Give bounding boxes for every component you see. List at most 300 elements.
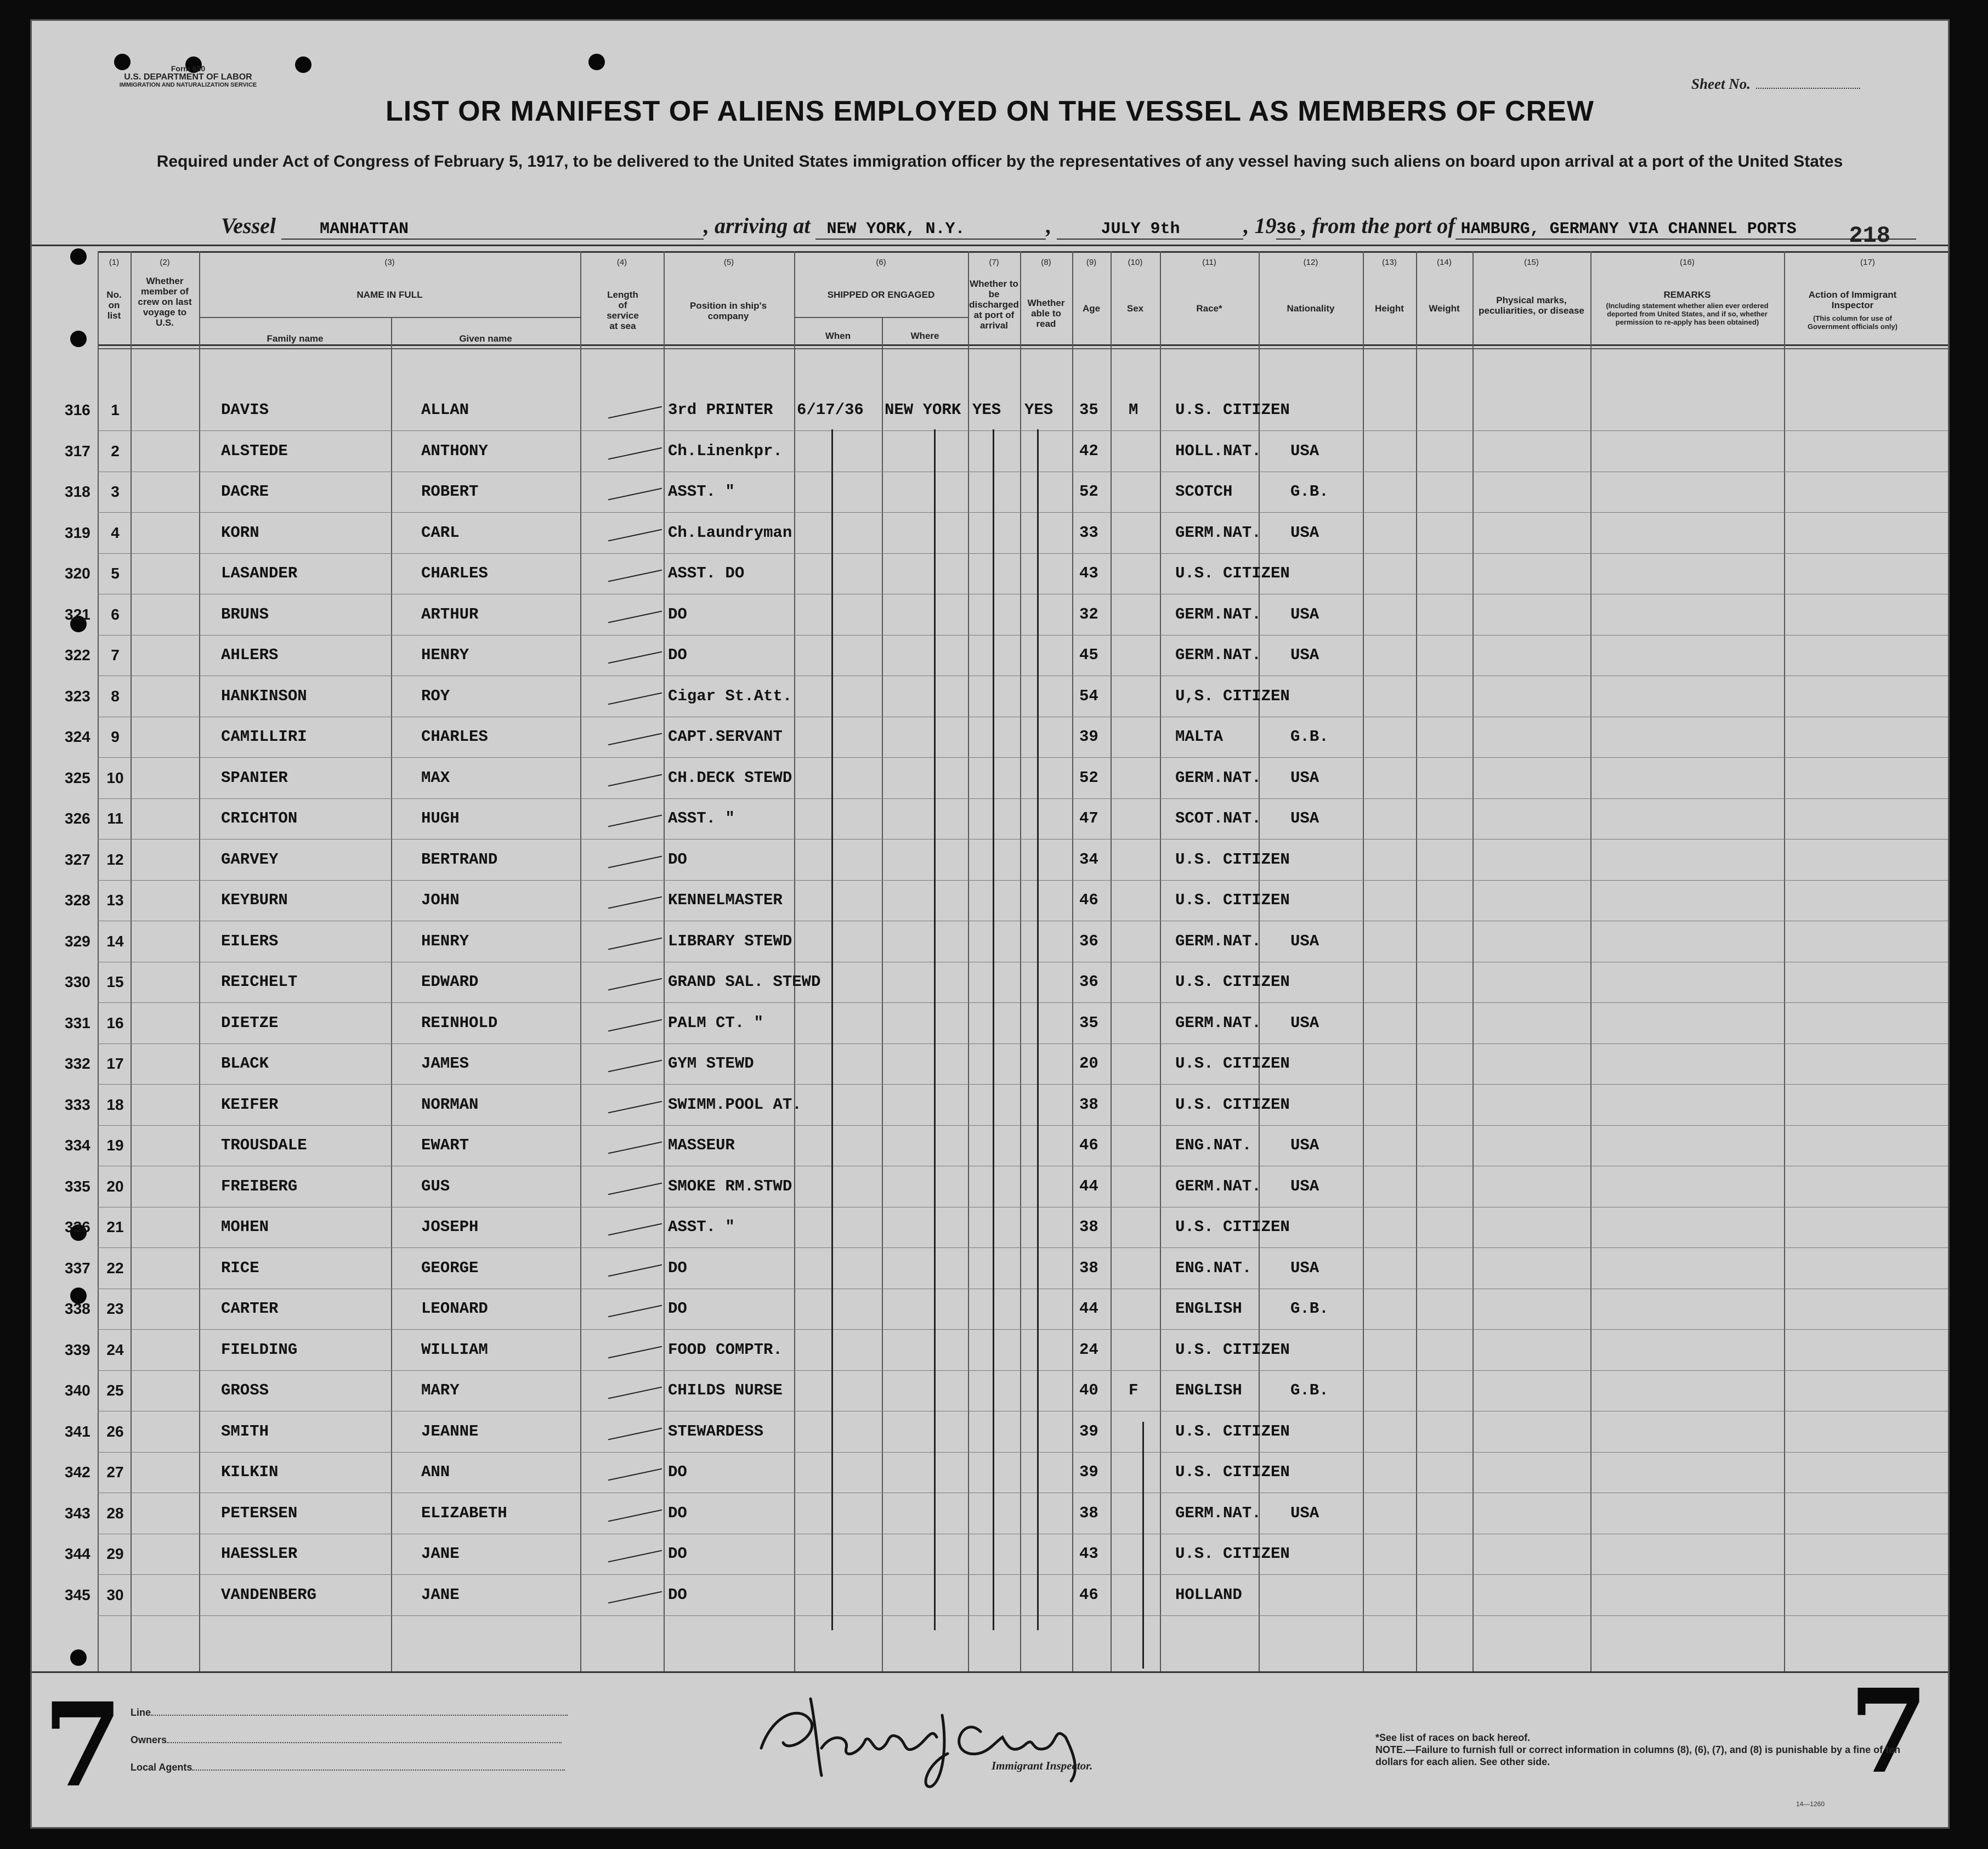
age: 44	[1079, 1177, 1098, 1195]
family-name: KEYBURN	[221, 891, 288, 909]
sheet-number-label: Sheet No.	[1691, 76, 1751, 92]
footnote-races: *See list of races on back hereof.	[1375, 1732, 1531, 1743]
form-number: Form 630	[171, 64, 206, 73]
length-of-service-mark	[608, 1182, 662, 1195]
position: DO	[668, 1545, 687, 1563]
punch-hole	[70, 331, 87, 347]
inspector-label: Immigrant Inspector.	[992, 1759, 1093, 1772]
list-number: 15	[106, 973, 124, 990]
page-number: 218	[1849, 223, 1890, 249]
position: FOOD COMPTR.	[668, 1340, 783, 1359]
position: CH.DECK STEWD	[668, 768, 792, 787]
age: 38	[1079, 1504, 1098, 1522]
table-row-rule	[98, 1574, 1950, 1575]
age: 24	[1079, 1340, 1098, 1359]
table-row-rule	[98, 798, 1950, 799]
col-7-number: (7)	[989, 258, 999, 267]
nationality: USA	[1290, 1258, 1319, 1277]
given-name: HUGH	[421, 809, 460, 827]
position: Ch.Laundryman	[668, 523, 792, 542]
subcolumn-rule	[391, 317, 392, 1671]
list-ref-number: 345	[65, 1586, 90, 1603]
shipped-where: NEW YORK	[885, 401, 961, 419]
race: SCOTCH	[1175, 483, 1233, 501]
length-of-service-mark	[608, 937, 662, 950]
race: U.S. CITIZEN	[1175, 850, 1290, 869]
nationality: USA	[1290, 768, 1319, 787]
table-row-rule	[98, 1615, 1950, 1616]
punch-hole	[70, 1649, 87, 1666]
col-17-number: (17)	[1860, 258, 1875, 267]
given-name: ELIZABETH	[421, 1504, 507, 1522]
race: GERM.NAT.	[1175, 605, 1261, 623]
from-port-label: , from the port of	[1301, 213, 1455, 238]
length-of-service-mark	[608, 1509, 662, 1522]
arrival-port: NEW YORK, N.Y.	[815, 220, 1046, 240]
table-row-rule	[98, 1329, 1950, 1330]
header-rule	[98, 251, 1948, 253]
given-name: HENRY	[421, 646, 469, 664]
given-name: EDWARD	[421, 973, 479, 991]
nationality: USA	[1290, 809, 1319, 827]
col-7-label: Whether to be discharged at port of arrival	[969, 279, 1019, 331]
list-ref-number: 327	[65, 850, 90, 868]
table-row-rule	[98, 635, 1950, 636]
age: 39	[1079, 728, 1098, 746]
ditto-line	[934, 429, 936, 1630]
list-number: 4	[111, 524, 120, 541]
list-ref-number: 321	[65, 605, 90, 623]
family-name: SPANIER	[221, 768, 288, 787]
position: Cigar St.Att.	[668, 687, 792, 705]
col-16-number: (16)	[1680, 258, 1695, 267]
age: 36	[1079, 932, 1098, 950]
given-name: JANE	[421, 1545, 460, 1563]
family-name: MOHEN	[221, 1218, 269, 1236]
table-row-rule	[98, 512, 1950, 513]
list-number: 18	[106, 1096, 124, 1113]
family-name: ALSTEDE	[221, 441, 288, 460]
col-6-number: (6)	[876, 258, 886, 267]
position: DO	[668, 1258, 687, 1277]
position: DO	[668, 850, 687, 869]
race: U.S. CITIZEN	[1175, 401, 1290, 419]
table-row-rule	[98, 1452, 1950, 1453]
length-of-service-mark	[608, 897, 662, 909]
nationality: USA	[1290, 1177, 1319, 1195]
race: GERM.NAT.	[1175, 646, 1261, 664]
table-row-rule	[98, 430, 1950, 431]
position: ASST. DO	[668, 564, 745, 582]
list-number: 12	[106, 850, 124, 868]
list-ref-number: 326	[65, 810, 90, 827]
table-row-rule	[98, 880, 1950, 881]
race: U.S. CITIZEN	[1175, 1422, 1290, 1440]
race: GERM.NAT.	[1175, 523, 1261, 542]
header-rule	[32, 245, 1948, 246]
list-ref-number: 324	[65, 728, 90, 745]
age: 39	[1079, 1422, 1098, 1440]
given-name: JANE	[421, 1585, 460, 1604]
list-number: 20	[106, 1177, 124, 1195]
length-of-service-mark	[608, 733, 662, 746]
given-name: NORMAN	[421, 1095, 479, 1114]
arriving-label: , arriving at	[704, 213, 811, 238]
table-row-rule	[98, 839, 1950, 840]
list-number: 10	[106, 769, 124, 786]
list-number: 1	[111, 401, 120, 418]
line-field	[131, 1707, 568, 1718]
given-name: JOSEPH	[421, 1218, 479, 1236]
age: 47	[1079, 809, 1098, 827]
table-row-rule	[98, 1084, 1950, 1085]
given-name: GUS	[421, 1177, 450, 1195]
family-name: EILERS	[221, 932, 279, 950]
age: 40	[1079, 1381, 1098, 1399]
length-of-service-mark	[608, 1142, 662, 1154]
given-name: EWART	[421, 1136, 469, 1154]
list-ref-number: 339	[65, 1341, 90, 1358]
shipped-when: 6/17/36	[797, 401, 864, 419]
footnote-penalty: NOTE.—Failure to furnish full or correct information in columns (8), (6), (7), and (8) is punishable by a fine of ten dollars for each alien. See other side.	[1375, 1744, 1901, 1767]
list-ref-number: 340	[65, 1382, 90, 1399]
length-of-service-mark	[608, 1387, 662, 1399]
table-row-rule	[98, 757, 1950, 758]
age: 32	[1079, 605, 1098, 623]
col-2-label: Whether member of crew on last voyage to U.S.	[138, 276, 192, 328]
race: U.S. CITIZEN	[1175, 564, 1290, 582]
col-15-label: Physical marks, peculiarities, or disease	[1479, 295, 1584, 316]
list-number: 14	[106, 932, 124, 950]
list-number: 9	[111, 728, 120, 745]
given-name: MARY	[421, 1381, 460, 1399]
family-name: AHLERS	[221, 646, 279, 664]
list-ref-number: 319	[65, 524, 90, 541]
col-3-family-label: Family name	[267, 333, 324, 344]
race: GERM.NAT.	[1175, 1013, 1261, 1032]
list-ref-number: 316	[65, 401, 90, 418]
footer-rule	[32, 1671, 1948, 1673]
nationality: USA	[1290, 646, 1319, 664]
header-rule	[98, 348, 1948, 349]
nationality: USA	[1290, 1136, 1319, 1154]
nationality: G.B.	[1290, 1300, 1329, 1318]
list-ref-number: 336	[65, 1218, 90, 1235]
table-row-rule	[98, 1247, 1950, 1248]
length-of-service-mark	[608, 1591, 662, 1603]
age: 46	[1079, 1585, 1098, 1604]
race: ENGLISH	[1175, 1300, 1242, 1318]
list-ref-number: 342	[65, 1464, 90, 1481]
given-name: JEANNE	[421, 1422, 479, 1440]
race: ENG.NAT.	[1175, 1136, 1252, 1154]
race: U.S. CITIZEN	[1175, 1340, 1290, 1359]
given-name: ARTHUR	[421, 605, 479, 623]
nationality: USA	[1290, 605, 1319, 623]
list-number: 27	[106, 1464, 124, 1481]
family-name: RICE	[221, 1258, 259, 1277]
given-name: ALLAN	[421, 401, 469, 419]
sex: F	[1129, 1381, 1139, 1399]
position: Ch.Linenkpr.	[668, 441, 783, 460]
page-subtitle: Required under Act of Congress of February 5, 1917, to be delivered to the United States immigration officer by the representatives of any vessel having such aliens on board upon arrival at a port of the United States	[156, 152, 1843, 171]
race: U,S. CITIZEN	[1175, 687, 1290, 705]
length-of-service-mark	[608, 447, 662, 460]
col-4-number: (4)	[616, 258, 627, 267]
list-number: 21	[106, 1218, 124, 1235]
given-name: CHARLES	[421, 728, 488, 746]
length-of-service-mark	[608, 978, 662, 991]
list-ref-number: 325	[65, 769, 90, 786]
col-10-number: (10)	[1128, 258, 1143, 267]
family-name: CRICHTON	[221, 809, 298, 827]
race: ENGLISH	[1175, 1381, 1242, 1399]
list-number: 28	[106, 1504, 124, 1522]
race: GERM.NAT.	[1175, 1504, 1261, 1522]
age: 44	[1079, 1300, 1098, 1318]
family-name: FREIBERG	[221, 1177, 298, 1195]
nationality: USA	[1290, 523, 1319, 542]
race: SCOT.NAT.	[1175, 809, 1261, 827]
list-ref-number: 330	[65, 973, 90, 990]
footnotes	[1375, 1732, 1913, 1768]
page-title: LIST OR MANIFEST OF ALIENS EMPLOYED ON THE VESSEL AS MEMBERS OF CREW	[386, 95, 1594, 127]
col-1-label: No. on list	[106, 290, 122, 321]
col-13-number: (13)	[1382, 258, 1397, 267]
position: CAPT.SERVANT	[668, 728, 783, 746]
list-number: 5	[111, 565, 120, 582]
race: HOLLAND	[1175, 1585, 1242, 1604]
owners-label: Owners	[131, 1734, 167, 1745]
age: 39	[1079, 1463, 1098, 1481]
col-11-label: Race*	[1196, 303, 1222, 314]
position: KENNELMASTER	[668, 891, 783, 909]
list-ref-number: 338	[65, 1300, 90, 1317]
age: 43	[1079, 1545, 1098, 1563]
department-name: U.S. DEPARTMENT OF LABOR	[124, 72, 252, 82]
col-15-number: (15)	[1524, 258, 1539, 267]
position: DO	[668, 646, 687, 664]
list-ref-number: 318	[65, 483, 90, 500]
family-name: KEIFER	[221, 1095, 279, 1114]
given-name: CHARLES	[421, 564, 488, 582]
local-agents-label: Local Agents	[131, 1762, 192, 1773]
family-name: HAESSLER	[221, 1545, 298, 1563]
length-of-service-mark	[608, 529, 662, 541]
length-of-service-mark	[608, 774, 662, 786]
vessel-name: MANHATTAN	[281, 220, 704, 240]
list-number: 30	[106, 1586, 124, 1603]
col-12-number: (12)	[1303, 258, 1318, 267]
position: ASST. "	[668, 1218, 735, 1236]
position: DO	[668, 1585, 687, 1604]
age: 34	[1079, 850, 1098, 869]
col-14-number: (14)	[1437, 258, 1452, 267]
age: 46	[1079, 891, 1098, 909]
discharged: YES	[972, 401, 1001, 419]
age: 33	[1079, 523, 1098, 542]
vessel-line: Vessel MANHATTAN , arriving at NEW YORK, N.Y. , JULY 9th , 1936 , from the port of HAMBURG, GERMANY VIA CHANNEL PORTS	[221, 213, 1916, 240]
col-17-sub-label: (This column for use of Government officials only)	[1808, 314, 1898, 331]
given-name: ROBERT	[421, 483, 479, 501]
col-16-sub-label: (Including statement whether alien ever ordered deported from United States, and if so, whether permission to re-apply has been obtained)	[1606, 302, 1769, 326]
race: U.S. CITIZEN	[1175, 1463, 1290, 1481]
list-number: 8	[111, 687, 120, 705]
race: GERM.NAT.	[1175, 768, 1261, 787]
col-6-where-label: Where	[910, 331, 939, 341]
length-of-service-mark	[608, 570, 662, 582]
col-10-label: Sex	[1126, 303, 1144, 314]
race: HOLL.NAT.	[1175, 441, 1261, 460]
family-name: GROSS	[221, 1381, 269, 1399]
age: 38	[1079, 1258, 1098, 1277]
given-name: CARL	[421, 523, 460, 542]
length-of-service-mark	[608, 1223, 662, 1236]
family-name: CAMILLIRI	[221, 728, 307, 746]
position: ASST. "	[668, 809, 735, 827]
position: 3rd PRINTER	[668, 401, 773, 419]
length-of-service-mark	[608, 1060, 662, 1073]
length-of-service-mark	[608, 406, 662, 419]
family-name: REICHELT	[221, 973, 298, 991]
list-number: 26	[106, 1422, 124, 1440]
sheet-big-number-left: 7	[43, 1677, 123, 1813]
able-to-read: YES	[1024, 401, 1054, 419]
position: MASSEUR	[668, 1136, 735, 1154]
position: GYM STEWD	[668, 1054, 754, 1073]
length-of-service-mark	[608, 815, 662, 827]
departure-port: HAMBURG, GERMANY VIA CHANNEL PORTS	[1455, 220, 1916, 240]
age: 46	[1079, 1136, 1098, 1154]
length-of-service-mark	[608, 1427, 662, 1440]
position: DO	[668, 1300, 687, 1318]
list-number: 7	[111, 646, 120, 663]
col-9-number: (9)	[1086, 258, 1097, 267]
given-name: BERTRAND	[421, 850, 498, 869]
age: 38	[1079, 1218, 1098, 1236]
family-name: DIETZE	[221, 1013, 279, 1032]
family-name: BLACK	[221, 1054, 269, 1073]
list-ref-number: 343	[65, 1504, 90, 1522]
family-name: DAVIS	[221, 401, 269, 419]
col-5-number: (5)	[723, 258, 734, 267]
subcolumn-rule	[882, 317, 883, 1671]
given-name: ANTHONY	[421, 441, 488, 460]
group-header-rule	[794, 317, 968, 318]
list-number: 2	[111, 442, 120, 460]
col-3-label: NAME IN FULL	[356, 290, 423, 300]
length-of-service-mark	[608, 1019, 662, 1031]
list-number: 25	[106, 1382, 124, 1399]
col-1-number: (1)	[109, 258, 120, 267]
arrival-date: JULY 9th	[1057, 220, 1243, 240]
race: U.S. CITIZEN	[1175, 1545, 1290, 1563]
given-name: ANN	[421, 1463, 450, 1481]
length-of-service-mark	[608, 610, 662, 623]
nationality: USA	[1290, 1013, 1319, 1032]
length-of-service-mark	[608, 651, 662, 664]
list-ref-number: 322	[65, 646, 90, 663]
age: 36	[1079, 973, 1098, 991]
position: DO	[668, 1504, 687, 1522]
family-name: LASANDER	[221, 564, 298, 582]
race: U.S. CITIZEN	[1175, 891, 1290, 909]
table-row-rule	[98, 1002, 1950, 1003]
list-ref-number: 334	[65, 1137, 90, 1154]
position: SMOKE RM.STWD	[668, 1177, 792, 1195]
list-number: 3	[111, 483, 120, 500]
col-13-label: Height	[1375, 303, 1404, 314]
col-4-label: Length of service at sea	[607, 290, 639, 331]
list-number: 23	[106, 1300, 124, 1317]
length-of-service-mark	[608, 692, 662, 705]
list-ref-number: 335	[65, 1177, 90, 1195]
age: 42	[1079, 441, 1098, 460]
col-3-given-label: Given name	[459, 333, 512, 344]
nationality: USA	[1290, 441, 1319, 460]
age: 43	[1079, 564, 1098, 582]
line-label: Line	[131, 1707, 151, 1718]
family-name: CARTER	[221, 1300, 279, 1318]
family-name: PETERSEN	[221, 1504, 298, 1522]
given-name: JAMES	[421, 1054, 469, 1073]
punch-hole	[588, 54, 605, 70]
punch-hole	[70, 248, 87, 265]
family-name: FIELDING	[221, 1340, 298, 1359]
nationality: G.B.	[1290, 728, 1329, 746]
position: DO	[668, 605, 687, 623]
ditto-line	[1142, 1422, 1144, 1669]
list-number: 11	[107, 810, 123, 827]
family-name: KORN	[221, 523, 259, 542]
list-number: 29	[106, 1545, 124, 1562]
position: ASST. "	[668, 483, 735, 501]
given-name: LEONARD	[421, 1300, 488, 1318]
age: 35	[1079, 1013, 1098, 1032]
position: PALM CT. "	[668, 1013, 764, 1032]
punch-hole	[295, 56, 311, 73]
list-ref-number: 328	[65, 892, 90, 909]
position: CHILDS NURSE	[668, 1381, 783, 1399]
col-8-label: Whether able to read	[1027, 298, 1065, 329]
col-11-number: (11)	[1202, 258, 1216, 267]
list-ref-number: 341	[65, 1422, 90, 1440]
length-of-service-mark	[608, 1468, 662, 1481]
family-name: GARVEY	[221, 850, 279, 869]
age: 35	[1079, 401, 1098, 419]
nationality: USA	[1290, 932, 1319, 950]
col-16-label: REMARKS	[1663, 290, 1711, 300]
length-of-service-mark	[608, 1346, 662, 1358]
race: MALTA	[1175, 728, 1224, 746]
ditto-line	[831, 429, 833, 1630]
table-row-rule	[98, 1043, 1950, 1044]
family-name: TROUSDALE	[221, 1136, 307, 1154]
list-ref-number: 320	[65, 565, 90, 582]
family-name: BRUNS	[221, 605, 269, 623]
list-ref-number: 344	[65, 1545, 90, 1562]
list-ref-number: 332	[65, 1055, 90, 1072]
list-ref-number: 317	[65, 442, 90, 460]
col-14-label: Weight	[1429, 303, 1460, 314]
list-number: 22	[106, 1259, 124, 1277]
col-12-label: Nationality	[1287, 303, 1335, 314]
nationality: G.B.	[1290, 1381, 1329, 1399]
position: LIBRARY STEWD	[668, 932, 792, 950]
list-ref-number: 323	[65, 687, 90, 705]
group-header-rule	[199, 317, 580, 318]
race: U.S. CITIZEN	[1175, 1054, 1290, 1073]
